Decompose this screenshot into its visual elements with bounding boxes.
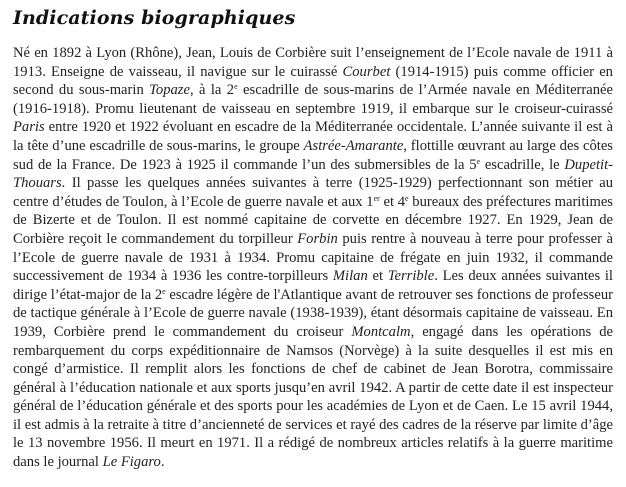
italic-title: Forbin	[297, 230, 338, 247]
biography-paragraph	[13, 44, 613, 472]
text-run: Né en 1892 à Lyon (Rhône), Jean, Louis de Corbière suit l’enseignement de l’Ecole navale de 1911 à 1913. Enseigne de vaisseau, il navigue sur le cuirassé	[13, 45, 613, 80]
italic-title: Paris	[13, 119, 45, 136]
text-run: .	[160, 454, 165, 471]
italic-title: Milan	[332, 268, 368, 285]
text-run: (1914-1915) puis comme officier en second du sous-marin	[13, 63, 613, 99]
italic-title: Dupetit-Thouars	[13, 156, 613, 192]
italic-title: Montcalm	[351, 323, 411, 340]
text-run: , engagé dans les opérations de rembarquement du corps expéditionnaire de Namsos (Norvège) à la suite desquelles il est mis en congé d’armistice. Il remplit alors les fonctions de chef de cabinet de Jean Borotra, commissaire général à l’éducation nationale et aux sports jusqu’en avril 1942. A partir de cette date il est inspecteur général de l’éducation générale et des sports pour les académies de Lyon et de Caen. Le 15 avril 1944, il est admis à la retraite à titre d’ancienneté de services et rayé des cadres de la réserve par limite d’âge le 13 novembre 1956. Il meurt en 1971. Il a rédigé de nombreux articles relatifs à la guerre maritime dans le journal	[13, 323, 613, 471]
italic-title: Astrée-Amarante	[303, 137, 404, 154]
text-run: et	[367, 268, 388, 285]
italic-title: Courbet	[342, 63, 391, 80]
text-run: bureaux des préfectures maritimes de Bizerte et de Toulon. Il est nommé capitaine de corvette en décembre 1927. En 1929, Jean de Corbière reçoit le commandement du torpilleur	[13, 193, 613, 247]
document-page	[13, 0, 613, 472]
text-run: , flottille œuvrant au large des côtes sud de la France. De 1923 à 1925 il commande l’un des submersibles de la 5	[13, 137, 613, 173]
text-run: . Les deux années suivantes il dirige l’état-major de la 2	[13, 268, 613, 303]
italic-title: Topaze	[149, 82, 190, 99]
text-run: escadre légère de l'Atlantique avant de retrouver ses fonctions de professeur de tactique générale à l’Ecole de guerre navale (1938-1939), étant désormais capitaine de vaisseau. En 1939, Corbière prend le commandement du croiseur	[13, 286, 613, 340]
ordinal-superscript: e	[405, 193, 409, 203]
ordinal-superscript: e	[476, 156, 481, 166]
section-heading: Indications biographiques	[13, 7, 296, 29]
italic-title: Le Figaro	[102, 454, 161, 471]
ordinal-superscript: e	[162, 286, 166, 296]
text-run: escadrille de sous-marins de l’Armée navale en Méditerranée (1916-1918). Promu lieutenant de vaisseau en septembre 1919, il embarque sur le croiseur-cuirassé	[13, 82, 613, 117]
italic-title: Terrible	[387, 268, 435, 285]
text-run: et 4	[379, 193, 406, 210]
text-run: puis rentre à nouveau à terre pour professer à l’Ecole de guerre navale de 1931 à 1934. Promu capitaine de frégate en juin 1932, il commande successivement de 1934 à 1936 les contre-torpilleurs	[13, 230, 613, 285]
text-run: entre 1920 et 1922 évoluant en escadre de la Méditerranée occidentale. L’année suivante il est à la tête d’une escadrille de sous-marins, le groupe	[13, 119, 613, 154]
ordinal-superscript: e	[234, 82, 238, 92]
text-run: escadrille, le	[480, 156, 565, 173]
ordinal-superscript: er	[373, 193, 380, 203]
text-run: . Il passe les quelques années suivantes à terre (1925-1929) perfectionnant son métier au centre d’études de Toulon, à l’Ecole de guerre navale et aux 1	[13, 175, 613, 210]
text-run: , à la 2	[189, 82, 235, 99]
